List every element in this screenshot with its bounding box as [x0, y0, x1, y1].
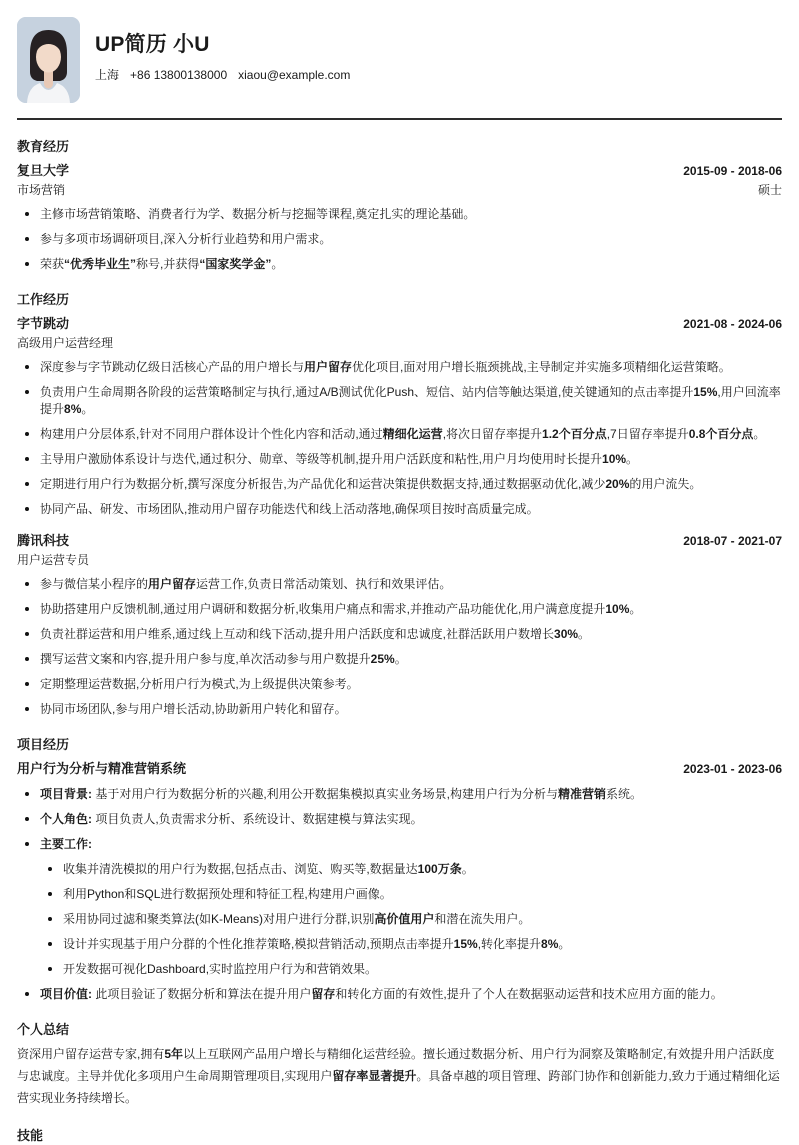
plain-text: 的用户流失。	[629, 477, 702, 491]
plain-text: 项目负责人,负责需求分析、系统设计、数据建模与算法实现。	[92, 812, 423, 826]
plain-text: 运营工作,负责日常活动策划、执行和效果评估。	[196, 577, 452, 591]
highlight-text: 0.8个百分点	[688, 427, 754, 441]
plain-text: 。具备卓越的项目管理、跨部门协作和创新能力,致力于通过精细化运营实现业务持续增长。	[17, 1069, 780, 1105]
highlight-text: 15%	[693, 385, 718, 399]
bullet-item	[40, 811, 782, 828]
bullet-item	[40, 231, 782, 248]
bullet-item	[40, 676, 782, 693]
entry-subheader-row	[17, 181, 782, 199]
highlight-text: 5年	[164, 1047, 184, 1061]
plain-text: ,转化率提升	[477, 937, 542, 951]
bullet-list	[17, 786, 782, 1003]
bullet-item	[40, 651, 782, 668]
entry	[17, 759, 782, 1003]
section-title-work: 工作经历	[17, 292, 70, 307]
bullet-item	[40, 451, 782, 468]
entry-role: 用户运营专员	[17, 553, 90, 567]
plain-text: 收集并清洗模拟的用户行为数据,包括点击、浏览、购买等,数据量达	[63, 862, 418, 876]
section-projects	[17, 736, 782, 1003]
plain-text: 。	[271, 257, 284, 271]
plain-text: 。	[558, 937, 571, 951]
bullet-list	[17, 359, 782, 518]
entry-header-row	[17, 531, 782, 551]
entry-organization: 字节跳动	[17, 316, 70, 331]
plain-text: ,7日留存率提升	[606, 427, 689, 441]
plain-text: 协同市场团队,参与用户增长活动,协助新用户转化和留存。	[40, 702, 347, 716]
plain-text: 。	[394, 652, 407, 666]
plain-text: ,将次日留存率提升	[442, 427, 543, 441]
plain-text: 参与微信某小程序的	[40, 577, 149, 591]
plain-text: 开发数据可视化Dashboard,实时监控用户行为和营销效果。	[63, 962, 378, 976]
entry-role: 高级用户运营经理	[17, 336, 114, 350]
highlight-text: 15%	[453, 937, 478, 951]
contact-phone: +86 13800138000	[130, 68, 228, 82]
profile-photo	[17, 17, 80, 103]
entry-header-row	[17, 161, 782, 181]
contact-info	[95, 68, 350, 83]
highlight-text: 个人角色:	[40, 812, 92, 826]
entry-subheader-row	[17, 551, 782, 569]
highlight-text: 项目价值:	[40, 987, 92, 1001]
plain-text: ,用户回流率提升	[40, 385, 781, 416]
highlight-text: 8%	[541, 937, 559, 951]
bullet-item	[40, 384, 782, 418]
highlight-text: 20%	[605, 477, 630, 491]
summary-paragraph	[17, 1043, 782, 1109]
bullet-item	[40, 701, 782, 718]
plain-text: 负责用户生命周期各阶段的运营策略制定与执行,通过A/B测试优化Push、短信、站内信等触达渠道,使关键通知的点击率提升	[40, 385, 694, 399]
plain-text: 。	[461, 862, 474, 876]
entry-date: 2023-01 - 2023-06	[683, 762, 782, 776]
plain-text: 和转化方面的有效性,提升了个人在数据驱动运营和技术应用方面的能力。	[335, 987, 723, 1001]
bullet-item	[40, 836, 782, 978]
entry-organization: 复旦大学	[17, 163, 70, 178]
bullet-item	[40, 206, 782, 223]
highlight-text: 100万条	[417, 862, 462, 876]
entry-header-row	[17, 759, 782, 779]
section-title-projects: 项目经历	[17, 737, 70, 752]
candidate-name: UP简历 小U	[95, 33, 210, 56]
plain-text: 采用协同过滤和聚类算法(如K-Means)对用户进行分群,识别	[63, 912, 375, 926]
plain-text: 利用Python和SQL进行数据预处理和特征工程,构建用户画像。	[63, 887, 392, 901]
header-divider	[17, 118, 782, 120]
entry	[17, 314, 782, 518]
sub-bullet-list	[40, 861, 782, 978]
highlight-text: 精准营销	[558, 787, 607, 801]
contact-email: xiaou@example.com	[238, 68, 351, 82]
header-text	[95, 17, 350, 103]
bullet-item	[40, 986, 782, 1003]
section-title-education: 教育经历	[17, 139, 70, 154]
resume-sections	[17, 138, 782, 1145]
bullet-item	[40, 426, 782, 443]
sub-bullet-item	[63, 911, 782, 928]
plain-text: 撰写运营文案和内容,提升用户参与度,单次活动参与用户数提升	[40, 652, 371, 666]
highlight-text: 8%	[64, 402, 82, 416]
highlight-text: 25%	[370, 652, 395, 666]
entry-organization: 腾讯科技	[17, 533, 70, 548]
plain-text: 。	[626, 452, 639, 466]
highlight-text: 用户留存	[148, 577, 197, 591]
resume-header	[17, 0, 782, 103]
bullet-item	[40, 626, 782, 643]
bullet-list	[17, 206, 782, 273]
highlight-text: “国家奖学金”	[199, 257, 272, 271]
plain-text: 。	[578, 627, 591, 641]
entry-degree: 硕士	[757, 183, 782, 197]
plain-text: 构建用户分层体系,针对不同用户群体设计个性化内容和活动,通过	[40, 427, 383, 441]
plain-text: 系统。	[606, 787, 643, 801]
highlight-text: 10%	[602, 452, 627, 466]
highlight-text: 用户留存	[304, 360, 353, 374]
plain-text: 定期进行用户行为数据分析,撰写深度分析报告,为产品优化和运营决策提供数据支持,通过数据驱动优化,减少	[40, 477, 606, 491]
bullet-item	[40, 359, 782, 376]
plain-text: 称号,并获得	[136, 257, 200, 271]
sub-bullet-item	[63, 861, 782, 878]
highlight-text: 主要工作:	[40, 837, 92, 851]
plain-text: 荣获	[40, 257, 65, 271]
highlight-text: 精细化运营	[382, 427, 443, 441]
entry-organization: 用户行为分析与精准营销系统	[17, 761, 187, 776]
sub-bullet-item	[63, 961, 782, 978]
plain-text: 参与多项市场调研项目,深入分析行业趋势和用户需求。	[40, 232, 332, 246]
plain-text: 优化项目,面对用户增长瓶颈挑战,主导制定并实施多项精细化运营策略。	[352, 360, 731, 374]
bullet-item	[40, 601, 782, 618]
highlight-text: 项目背景:	[40, 787, 92, 801]
entry-header-row	[17, 314, 782, 334]
plain-text: 设计并实现基于用户分群的个性化推荐策略,模拟营销活动,预期点击率提升	[63, 937, 454, 951]
entry-date: 2015-09 - 2018-06	[683, 164, 782, 178]
entry	[17, 531, 782, 718]
entry-date: 2021-08 - 2024-06	[683, 317, 782, 331]
plain-text: 协助搭建用户反馈机制,通过用户调研和数据分析,收集用户痛点和需求,并推动产品功能优化,用户满意度提升	[40, 602, 606, 616]
contact-location: 上海	[95, 68, 120, 82]
section-education	[17, 138, 782, 273]
sub-bullet-item	[63, 886, 782, 903]
bullet-item	[40, 576, 782, 593]
plain-text: 负责社群运营和用户维系,通过线上互动和线下活动,提升用户活跃度和忠诚度,社群活跃用户数增长	[40, 627, 555, 641]
plain-text: 。	[629, 602, 642, 616]
entry-role: 市场营销	[17, 183, 66, 197]
bullet-list	[17, 576, 782, 718]
highlight-text: 10%	[605, 602, 630, 616]
plain-text: 此项目验证了数据分析和算法在提升用户	[92, 987, 312, 1001]
entry	[17, 161, 782, 273]
section-summary	[17, 1021, 782, 1109]
entry-date: 2018-07 - 2021-07	[683, 534, 782, 548]
plain-text: 。	[753, 427, 766, 441]
plain-text: 主修市场营销策略、消费者行为学、数据分析与挖掘等课程,奠定扎实的理论基础。	[40, 207, 476, 221]
sub-bullet-item	[63, 936, 782, 953]
entry-subheader-row	[17, 334, 782, 352]
bullet-item	[40, 501, 782, 518]
section-title-skills: 技能	[17, 1128, 44, 1143]
plain-text: 协同产品、研发、市场团队,推动用户留存功能迭代和线上活动落地,确保项目按时高质量完成。	[40, 502, 539, 516]
bullet-item	[40, 476, 782, 493]
plain-text: 资深用户留存运营专家,拥有	[17, 1047, 165, 1061]
highlight-text: 30%	[554, 627, 579, 641]
bullet-item	[40, 786, 782, 803]
highlight-text: 高价值用户	[374, 912, 435, 926]
plain-text: 主导用户激励体系设计与迭代,通过积分、勋章、等级等机制,提升用户活跃度和粘性,用户月均使用时长提升	[40, 452, 603, 466]
highlight-text: “优秀毕业生”	[64, 257, 137, 271]
plain-text: 。	[81, 402, 94, 416]
bullet-item	[40, 256, 782, 273]
plain-text: 深度参与字节跳动亿级日活核心产品的用户增长与	[40, 360, 305, 374]
avatar-illustration	[17, 17, 80, 103]
highlight-text: 1.2个百分点	[542, 427, 607, 441]
plain-text: 基于对用户行为数据分析的兴趣,利用公开数据集模拟真实业务场景,构建用户行为分析与	[92, 787, 559, 801]
section-work	[17, 291, 782, 718]
plain-text: 定期整理运营数据,分析用户行为模式,为上级提供决策参考。	[40, 677, 359, 691]
section-title-summary: 个人总结	[17, 1022, 70, 1037]
plain-text: 以上互联网产品用户增长与精细化运营经验。擅长通过数据分析、用户行为洞察及策略制定,有效提升用户活跃度与忠诚度。主导并优化多项用户生命周期管理项目,实现用户	[17, 1047, 775, 1083]
highlight-text: 留存	[311, 987, 336, 1001]
highlight-text: 留存率显著提升	[332, 1069, 417, 1083]
plain-text: 和潜在流失用户。	[434, 912, 531, 926]
